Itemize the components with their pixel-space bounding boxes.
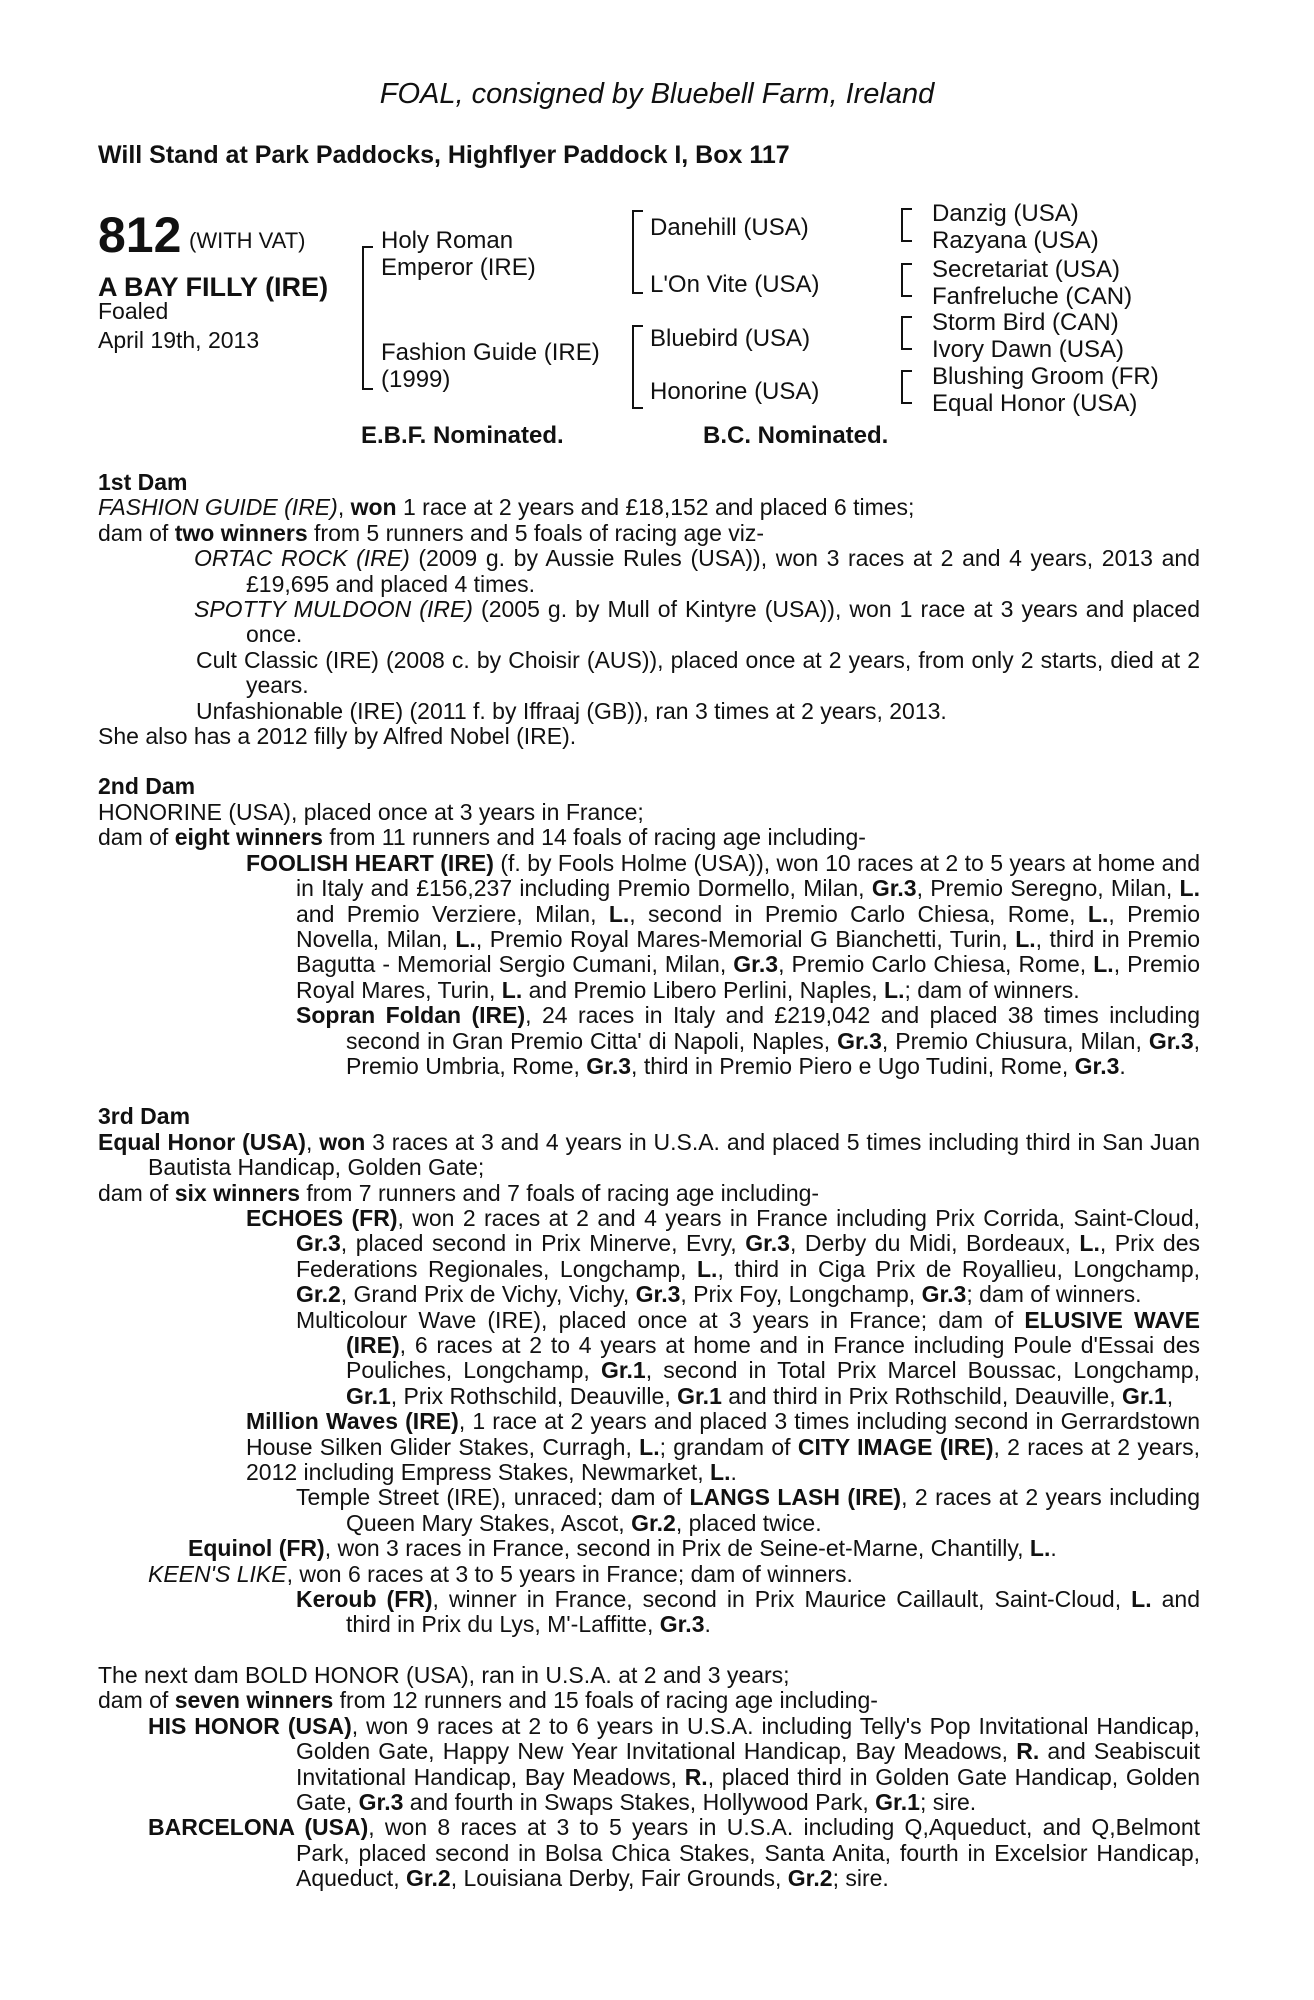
- foaled-label: Foaled: [98, 298, 169, 324]
- second-dam-produce: dam of eight winners from 11 runners and 14 foals of racing age including-: [98, 824, 866, 851]
- pedigree-g3-1: Danzig (USA): [932, 200, 1079, 227]
- pedigree-brace: [632, 325, 643, 409]
- pedigree-dam-dam: Honorine (USA): [650, 378, 820, 405]
- produce-entry: ORTAC ROCK (IRE) (2009 g. by Aussie Rules (USA)), won 3 races at 2 and 4 years, 2013 and £19,695 and placed 4 times.: [194, 545, 1200, 597]
- pedigree-g3-6: Ivory Dawn (USA): [932, 336, 1125, 363]
- produce-entry: Multicolour Wave (IRE), placed once at 3 years in France; dam of ELUSIVE WAVE (IRE), 6 races at 2 to 4 years at home and in France including Poule d'Essai des Pouliches, Longchamp, Gr.1, second in Total Prix Marcel Boussac, Longchamp, Gr.1, Prix Rothschild, Deauville, Gr.1 and third in Prix Rothschild, Deauville, Gr.1,: [296, 1306, 1200, 1409]
- pedigree-g3-8: Equal Honor (USA): [932, 390, 1138, 417]
- produce-entry: Unfashionable (IRE) (2011 f. by Iffraaj (GB)), ran 3 times at 2 years, 2013.: [196, 697, 947, 724]
- produce-entry: HIS HONOR (USA), won 9 races at 2 to 6 years in U.S.A. including Telly's Pop Invitational Handicap, Golden Gate, Happy New Year Invitational Handicap, Bay Meadows, R. and Seabiscuit Invitational Handicap, Bay Meadows, R., placed third in Golden Gate Handicap, Golden Gate, Gr.3 and fourth in Swaps Stakes, Hollywood Park, Gr.1; sire.: [148, 1712, 1200, 1815]
- produce-entry: Cult Classic (IRE) (2008 c. by Choisir (AUS)), placed once at 2 years, from only 2 starts, died at 2 years.: [196, 646, 1200, 699]
- produce-entry: Equinol (FR), won 3 races in France, second in Prix de Seine-et-Marne, Chantilly, L..: [188, 1535, 1057, 1562]
- produce-entry: Temple Street (IRE), unraced; dam of LANGS LASH (IRE), 2 races at 2 years including Queen Mary Stakes, Ascot, Gr.2, placed twice.: [296, 1484, 1200, 1536]
- produce-entry: BARCELONA (USA), won 8 races at 3 to 5 years in U.S.A. including Q,Aqueduct, and Q,Belmont Park, placed second in Bolsa Chica Stakes, Santa Anita, fourth in Excelsior Handicap, Aqueduct, Gr.2, Louisiana Derby, Fair Grounds, Gr.2; sire.: [148, 1814, 1200, 1892]
- pedigree-g3-3: Secretariat (USA): [932, 256, 1121, 283]
- next-dam-produce: dam of seven winners from 12 runners and 15 foals of racing age including-: [98, 1687, 878, 1714]
- stand-location: Will Stand at Park Paddocks, Highflyer Paddock I, Box 117: [98, 141, 790, 169]
- first-dam-produce: dam of two winners from 5 runners and 5 foals of racing age viz-: [98, 519, 765, 546]
- produce-entry: Million Waves (IRE), 1 race at 2 years and placed 3 times including second in Gerrardstown House Silken Glider Stakes, Curragh, L.; grandam of CITY IMAGE (IRE), 2 races at 2 years, 2012 including Empress Stakes, Newmarket, L..: [246, 1408, 1200, 1486]
- pedigree-brace: [632, 210, 643, 294]
- pedigree-brace: [901, 263, 912, 297]
- pedigree-brace: [901, 316, 912, 350]
- pedigree-sire-dam: L'On Vite (USA): [650, 271, 820, 298]
- pedigree-dam-sire: Bluebird (USA): [650, 325, 811, 352]
- pedigree-dam-line2: (1999): [381, 366, 451, 393]
- pedigree-g3-2: Razyana (USA): [932, 227, 1099, 254]
- pedigree-dam-line1: Fashion Guide (IRE): [381, 339, 600, 366]
- pedigree-brace: [901, 208, 912, 242]
- pedigree-brace: [362, 246, 373, 390]
- horse-name: A BAY FILLY (IRE): [98, 272, 329, 302]
- ebf-nomination: E.B.F. Nominated.: [361, 422, 564, 449]
- produce-entry: ECHOES (FR), won 2 races at 2 and 4 years in France including Prix Corrida, Saint-Cloud, Gr.3, placed second in Prix Minerve, Evry, Gr.3, Derby du Midi, Bordeaux, L., Prix des Federations Regionales, Longchamp, L., third in Ciga Prix de Royallieu, Longchamp, Gr.2, Grand Prix de Vichy, Vichy, Gr.3, Prix Foy, Longchamp, Gr.3; dam of winners.: [246, 1204, 1201, 1308]
- produce-entry: Keroub (FR), winner in France, second in Prix Maurice Caillault, Saint-Cloud, L. and third in Prix du Lys, M'-Laffitte, Gr.3.: [296, 1586, 1201, 1638]
- foaled-date: April 19th, 2013: [98, 327, 260, 353]
- lot-number: 812: [98, 207, 182, 263]
- pedigree-sire-line1: Holy Roman: [381, 227, 514, 254]
- third-dam-line: Equal Honor (USA), won 3 races at 3 and 4 years in U.S.A. and placed 5 times including third in San Juan Bautista Handicap, Golden Gate;: [98, 1128, 1200, 1181]
- next-dam-line: The next dam BOLD HONOR (USA), ran in U.S.A. at 2 and 3 years;: [98, 1661, 790, 1688]
- pedigree-g3-7: Blushing Groom (FR): [932, 363, 1159, 390]
- vat-note: (WITH VAT): [189, 228, 306, 253]
- produce-entry: SPOTTY MULDOON (IRE) (2005 g. by Mull of Kintyre (USA)), won 1 race at 3 years and placed once.: [194, 596, 1200, 648]
- second-dam-line: HONORINE (USA), placed once at 3 years in France;: [98, 798, 644, 825]
- pedigree-sire-line2: Emperor (IRE): [381, 254, 536, 281]
- produce-entry: FOOLISH HEART (IRE) (f. by Fools Holme (USA)), won 10 races at 2 to 5 years at home and in Italy and £156,237 including Premio Dormello, Milan, Gr.3, Premio Seregno, Milan, L. and Premio Verziere, Milan, L., second in Premio Carlo Chiesa, Rome, L., Premio Novella, Milan, L., Premio Royal Mares-Memorial G Bianchetti, Turin, L., third in Premio Bagutta - Memorial Sergio Cumani, Milan, Gr.3, Premio Carlo Chiesa, Rome, L., Premio Royal Mares, Turin, L. and Premio Libero Perlini, Naples, L.; dam of winners.: [246, 849, 1200, 1003]
- first-dam-note: She also has a 2012 filly by Alfred Nobel (IRE).: [98, 723, 577, 750]
- produce-entry: KEEN'S LIKE, won 6 races at 3 to 5 years in France; dam of winners.: [148, 1560, 853, 1587]
- section-heading-1st-dam: 1st Dam: [98, 469, 188, 495]
- consignment-line: FOAL, consigned by Bluebell Farm, Ireland: [379, 78, 935, 110]
- pedigree-sire-sire: Danehill (USA): [650, 214, 809, 241]
- pedigree-notes: [98, 470, 1200, 1892]
- pedigree-g3-4: Fanfreluche (CAN): [932, 283, 1133, 310]
- section-heading-3rd-dam: 3rd Dam: [98, 1103, 191, 1130]
- bc-nomination: B.C. Nominated.: [703, 422, 889, 449]
- section-heading-2nd-dam: 2nd Dam: [98, 773, 196, 800]
- first-dam-line: FASHION GUIDE (IRE), won 1 race at 2 years and £18,152 and placed 6 times;: [98, 494, 915, 521]
- pedigree-g3-5: Storm Bird (CAN): [932, 309, 1119, 336]
- produce-entry: Sopran Foldan (IRE), 24 races in Italy and £219,042 and placed 38 times including second in Gran Premio Citta' di Napoli, Naples, Gr.3, Premio Chiusura, Milan, Gr.3, Premio Umbria, Rome, Gr.3, third in Premio Piero e Ugo Tudini, Rome, Gr.3.: [296, 1002, 1201, 1079]
- third-dam-produce: dam of six winners from 7 runners and 7 foals of racing age including-: [98, 1179, 820, 1206]
- pedigree-brace: [901, 370, 912, 404]
- dam-name: FASHION GUIDE (IRE): [98, 494, 338, 521]
